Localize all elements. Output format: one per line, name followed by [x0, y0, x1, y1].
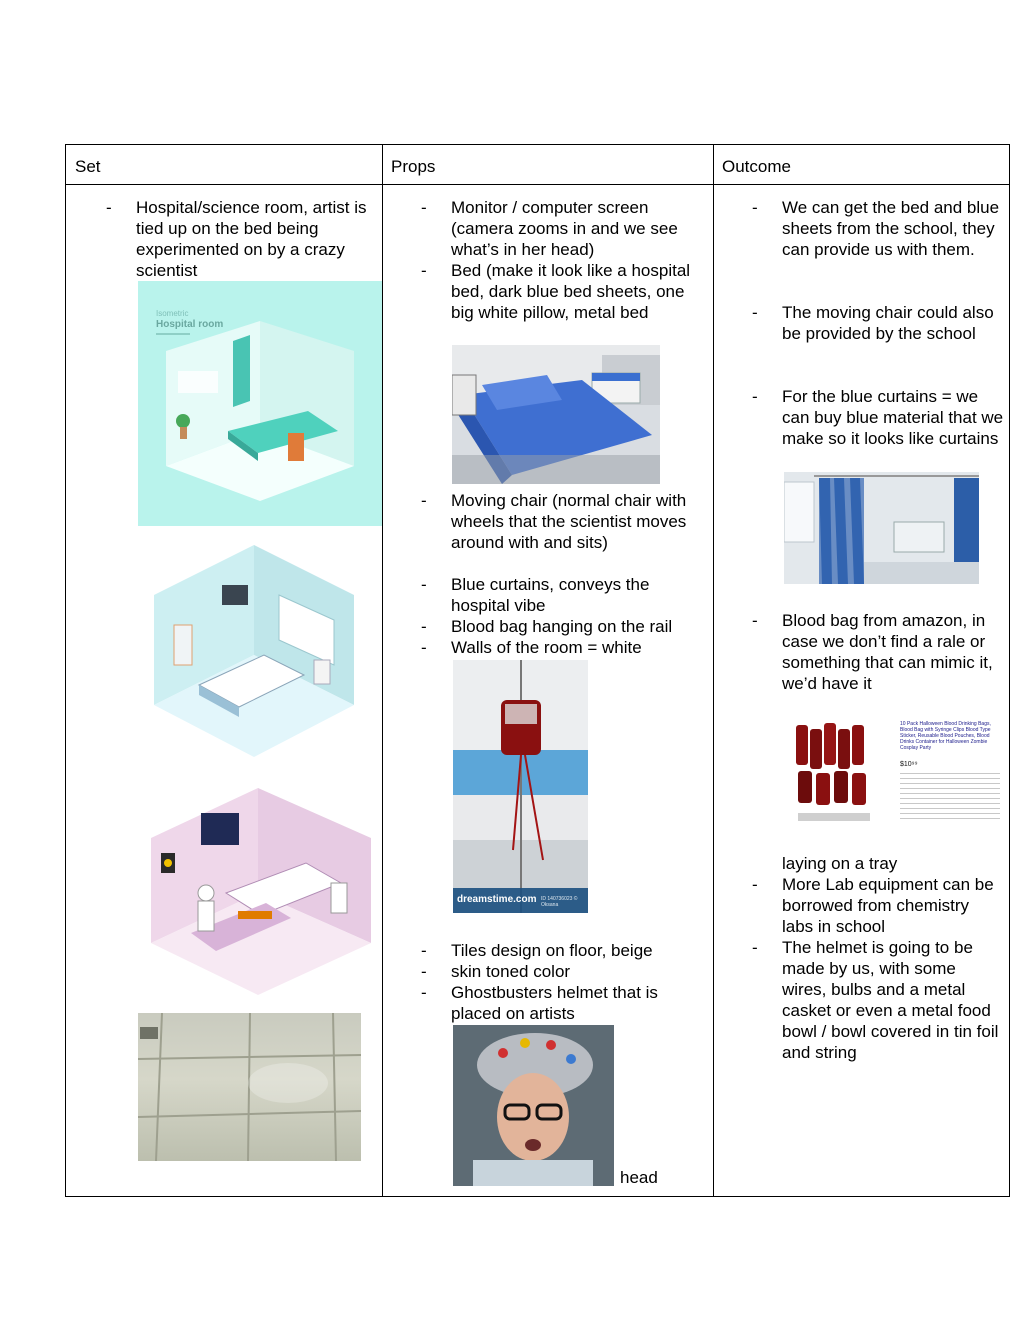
props-item: - Moving chair (normal chair with wheels that the scientist moves around with and sits)	[421, 491, 687, 552]
isometric-hospital-room-image-2	[144, 535, 376, 770]
blood-bag-photo: dreamstime.com ID 140736023 © Oksana	[453, 660, 588, 913]
props-item: - skin toned color	[421, 962, 571, 981]
outcome-item: - For the blue curtains = we can buy blue material that we make so it looks like curtains	[752, 387, 1004, 448]
props-item: - Ghostbusters helmet that is placed on artists	[421, 983, 658, 1023]
props-item: - Blue curtains, conveys the hospital vibe	[421, 575, 650, 615]
header-outcome: Outcome	[722, 157, 791, 176]
prop-table	[65, 144, 1010, 1197]
set-item: - Hospital/science room, artist is tied up on the bed being experimented on by a crazy scientist	[106, 198, 367, 280]
amazon-blood-bag-listing: 10 Pack Halloween Blood Drinking Bags, Blood Bag with Syringe Clips Blood Type Sticker, Reusable Blood Pouches, Blood Drinks Container for Halloween Zombie Cosplay Party $10⁹⁹	[788, 715, 1008, 827]
header-divider	[66, 184, 1009, 185]
isometric-lab-room-image	[146, 783, 376, 998]
outcome-item: - More Lab equipment can be borrowed from chemistry labs in school	[752, 875, 994, 936]
props-item: - Walls of the room = white	[421, 638, 642, 657]
isometric-hospital-room-image: Isometric Hospital room	[138, 281, 382, 526]
outcome-continuation: laying on a tray	[782, 854, 898, 873]
props-item: - Blood bag hanging on the rail	[421, 617, 673, 636]
props-item: - Bed (make it look like a hospital bed, dark blue bed sheets, one big white pillow, metal bed	[421, 261, 691, 322]
floor-tiles-photo	[138, 1013, 361, 1161]
ghostbusters-helmet-photo	[453, 1025, 614, 1186]
outcome-item: - We can get the bed and blue sheets from the school, they can provide us with them.	[752, 198, 1000, 259]
outcome-item: - The moving chair could also be provided by the school	[752, 303, 994, 343]
header-props: Props	[391, 157, 436, 176]
outcome-item: - The helmet is going to be made by us, with some wires, bulbs and a metal casket or even a metal food bowl / bowl covered in tin foil and string	[752, 938, 999, 1062]
header-set: Set	[75, 157, 101, 176]
props-item: - Tiles design on floor, beige	[421, 941, 653, 960]
column-divider	[713, 145, 714, 1196]
outcome-item: - Blood bag from amazon, in case we don’t find a rale or something that can mimic it, we’d have it	[752, 611, 993, 693]
hospital-bed-photo	[452, 345, 660, 484]
blue-curtains-photo	[784, 472, 979, 584]
props-item: - Monitor / computer screen (camera zooms in and we see what’s in her head)	[421, 198, 678, 259]
props-trailing-text: head	[620, 1168, 658, 1187]
column-divider	[382, 145, 383, 1196]
